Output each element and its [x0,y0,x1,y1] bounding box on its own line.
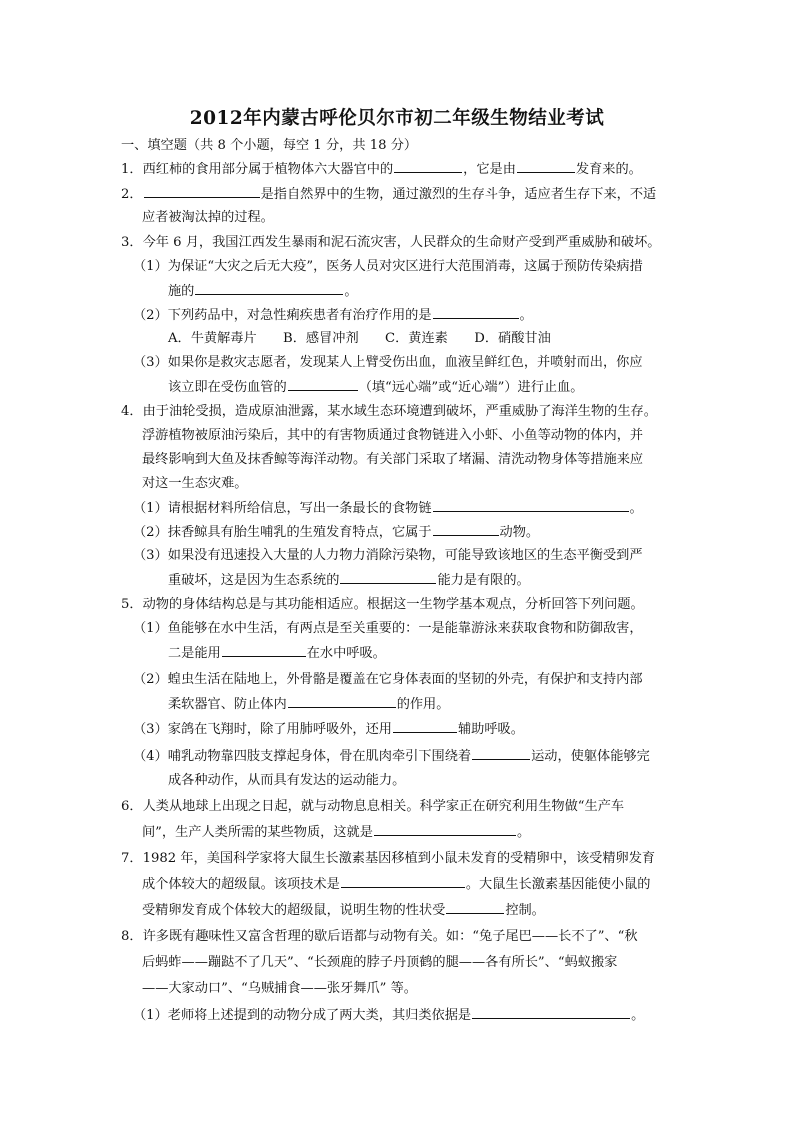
answer-blank[interactable] [288,694,396,708]
q5-sub4-line1 [133,746,650,767]
q5-sub3-text: （3）家鸽在飞翔时，除了用肺呼吸外，还用 [133,722,392,737]
q7-text-c: 。大鼠生长激素基因能使小鼠的 [465,877,651,892]
answer-blank[interactable] [517,159,575,173]
q2-line-2: 应者被淘汰掉的过程。 [142,210,274,225]
q1-text-a: 1．西红柿的食用部分属于植物体六大器官中的 [121,162,394,177]
section-heading: 一、填空题（共 8 个小题，每空 1 分，共 18 分） [121,138,418,153]
q8-sub1 [133,1005,644,1026]
q5-sub2-line1: （2）蝗虫生活在陆地上，外骨骼是覆盖在它身体表面的坚韧的外壳，有保护和支持内部 [133,672,643,687]
answer-blank[interactable] [472,1005,630,1019]
q3-sub1-line1: （1）为保证“大灾之后无大疫”，医务人员对灾区进行大范围消毒，这属于预防传染病措 [133,259,643,274]
q4-line2: 浮游植物被原油污染后，其中的有害物质通过食物链进入小虾、小鱼等动物的体内，并 [142,428,644,443]
answer-blank[interactable] [433,498,629,512]
q7-text-b: 成个体较大的超级鼠。该项技术是 [142,877,340,892]
q4-sub1-text: （1）请根据材料所给信息，写出一条最长的食物链 [133,501,432,516]
q4-sub3-line2 [168,570,530,591]
q6-text: 间”，生产人类所需的某些物质，这就是 [142,825,373,840]
answer-blank[interactable] [433,305,519,319]
q5-sub1-line1: （1）鱼能够在水中生活，有两点是至关重要的：一是能靠游泳来获取食物和防御敌害， [133,621,643,636]
q5-stem: 5．动物的身体结构总是与其功能相适应。根据这一生物学基本观点，分析回答下列问题。 [121,597,644,612]
q5-sub2-line2 [168,694,449,715]
q4-sub2-text: （2）抹香鲸具有胎生哺乳的生殖发育特点，它属于 [133,525,432,540]
q3-sub3-line2 [168,377,583,398]
q2-text-b: 是指自然界中的生物，通过激烈的生存斗争，适应者生存下来，不适 [260,187,657,202]
q3-sub2-end: 。 [519,308,533,323]
q3-sub1-line2 [168,281,358,302]
q4-sub2 [133,522,539,543]
answer-blank[interactable] [288,377,358,391]
answer-blank[interactable] [446,900,504,914]
q7-text-d: 受精卵发育成个体较大的超级鼠，说明生物的性状受 [142,903,446,918]
question-1 [121,159,642,180]
q5-sub4-mid: 运动，使躯体能够完 [531,749,650,764]
q7-line3 [142,900,545,921]
q3-sub1-text: 施的 [168,284,195,299]
q5-sub4-line2: 成各种动作，从而具有发达的运动能力。 [168,773,406,788]
q5-sub3 [133,719,524,740]
q4-sub1-end: 。 [629,501,643,516]
answer-blank[interactable] [394,159,462,173]
q4-sub3-line1: （3）如果没有迅速投入大量的人力物力消除污染物，可能导致该地区的生态平衡受到严 [133,548,643,563]
answer-blank[interactable] [195,281,343,295]
q6-end: 。 [516,825,531,840]
q3-sub3-end: （填“远心端”或“近心端”）进行止血。 [358,380,584,395]
answer-blank[interactable] [472,746,530,760]
q3-sub1-end: 。 [344,284,358,299]
answer-blank[interactable] [340,570,436,584]
q4-sub3-end: 能力是有限的。 [437,573,530,588]
q3-sub3-line1: （3）如果你是救灾志愿者，发现某人上臂受伤出血，血液呈鲜红色，并喷射而出，你应 [133,355,643,370]
q2-text-a: 2． [121,187,143,202]
q4-line4: 对这一生态灾难。 [142,476,248,491]
q4-sub1 [133,498,643,519]
q6-line2 [142,822,530,843]
q8-line3: ——大家动口”、“乌贼捕食——张牙舞爪” 等。 [142,981,417,996]
answer-blank[interactable] [433,522,499,536]
answer-blank[interactable] [341,874,465,888]
q4-sub3-text: 重破坏，这是因为生态系统的 [168,573,340,588]
exam-title: 2012年内蒙古呼伦贝尔市初二年级生物结业考试 [189,108,605,129]
q5-sub1-line2 [168,643,386,664]
q5-sub1-end: 在水中呼吸。 [306,646,386,661]
q1-text-c: 发育来的。 [575,162,642,177]
q5-sub3-end: 辅助呼吸。 [457,722,524,737]
q3-sub3-text: 该立即在受伤血管的 [168,380,287,395]
q1-text-b: ，它是由 [463,162,516,177]
q5-sub1-text: 二是能用 [168,646,221,661]
q8-sub1-text: （1）老师将上述提到的动物分成了两大类，其归类依据是 [133,1008,472,1023]
answer-blank[interactable] [393,719,457,733]
q7-line2 [142,874,650,895]
q8-line1: 8．许多既有趣味性又富含哲理的歇后语都与动物有关。如：“兔子尾巴——长不了”、“秋 [121,929,638,944]
q8-sub1-end: 。 [631,1008,645,1023]
q5-sub2-end: 的作用。 [396,697,450,712]
q6-line1: 6．人类从地球上出现之日起，就与动物息息相关。科学家正在研究利用生物做“生产车 [121,799,625,814]
q7-text-e: 控制。 [505,903,545,918]
q4-line3: 最终影响到大鱼及抹香鲸等海洋动物。有关部门采取了堵漏、清洗动物身体等措施来应 [142,452,644,467]
answer-blank[interactable] [374,822,516,836]
q3-options: A．牛黄解毒片 B．感冒冲剂 C．黄连素 D．硝酸甘油 [168,331,551,346]
q3-sub2-text: （2）下列药品中，对急性痢疾患者有治疗作用的是 [133,308,432,323]
q4-sub2-end: 动物。 [499,525,540,540]
q3-stem: 3．今年 6 月，我国江西发生暴雨和泥石流灾害，人民群众的生命财产受到严重威胁和破坏。 [121,235,661,250]
answer-blank[interactable] [144,184,260,198]
q5-sub4-text: （4）哺乳动物靠四肢支撑起身体，骨在肌肉牵引下围绕着 [133,749,472,764]
answer-blank[interactable] [222,643,306,657]
q4-line1: 4．由于油轮受损，造成原油泄露，某水域生态环境遭到破坏，严重威胁了海洋生物的生存。 [121,404,657,419]
question-2 [121,184,656,205]
q5-sub2-text: 柔软器官、防止体内 [168,697,287,712]
q8-line2: 后蚂蚱——蹦跶不了几天”、“长颈鹿的脖子丹顶鹤的腿——各有所长”、“蚂蚁搬家 [142,955,618,970]
q7-line1: 7．1982 年，美国科学家将大鼠生长激素基因移植到小鼠未发育的受精卵中，该受精卵发育 [121,851,656,866]
q3-sub2 [133,305,533,326]
